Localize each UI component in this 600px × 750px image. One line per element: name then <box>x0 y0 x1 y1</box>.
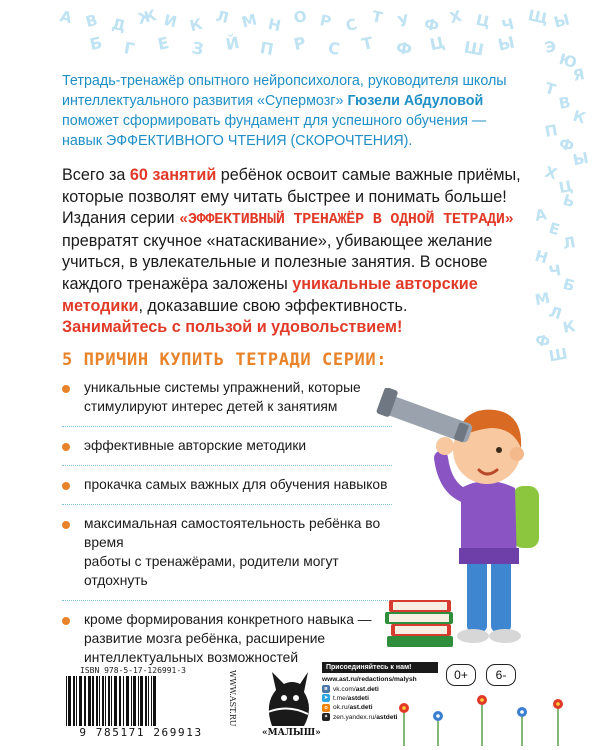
background-letter: Ы <box>551 10 572 32</box>
age-rating-badge-2: 6- <box>486 664 516 686</box>
barcode-bar <box>153 676 156 726</box>
boy-with-telescope-illustration <box>375 388 565 648</box>
background-letter: Т <box>360 33 375 54</box>
vk-icon: в <box>322 685 330 693</box>
background-letter: Э <box>543 37 558 57</box>
background-letter: Ч <box>499 14 517 36</box>
barcode-bar <box>140 676 143 726</box>
lesson-count: 60 занятий <box>129 166 217 184</box>
barcode-bar <box>119 676 121 726</box>
background-letter: Е <box>546 218 562 240</box>
background-letter: Ы <box>571 148 590 170</box>
reason-text: работы с тренажёрами, родители могут отдохнуть <box>84 554 339 588</box>
books-stack-icon <box>385 600 453 647</box>
intro-line-4: навык ЭФФЕКТИВНОГО ЧТЕНИЯ (СКОРОЧТЕНИЯ). <box>62 133 413 149</box>
barcode-bar <box>126 676 129 726</box>
background-letter: Ф <box>422 14 441 36</box>
main-pre-1: Всего за <box>62 166 126 184</box>
background-letter: Ы <box>496 32 517 55</box>
background-letter: П <box>258 37 276 60</box>
background-letter: П <box>543 121 559 141</box>
reason-text: эффективные авторские методики <box>84 438 307 453</box>
background-letter: Ч <box>547 261 563 281</box>
reason-text: стимулируют интерес детей к занятиям <box>84 399 338 414</box>
background-letter: Б <box>88 32 104 55</box>
background-letter: Ц <box>474 10 492 32</box>
barcode-bar <box>123 676 124 726</box>
background-letter: Ц <box>557 176 575 198</box>
social-link-zen[interactable]: ✦ zen.yandex.ru/ astdeti <box>323 713 398 721</box>
barcode-bar <box>66 676 67 726</box>
bullet-dot-icon <box>62 385 70 393</box>
barcode-bar <box>108 676 110 726</box>
barcode-bar <box>102 676 104 726</box>
website-vertical: WWW.AST.RU <box>228 670 237 727</box>
publisher-url[interactable]: www.ast.ru/redactions/malysh <box>322 676 417 683</box>
reason-text: кроме формирования конкретного навыка — <box>84 612 372 627</box>
social-header: Присоединяйтесь к нам! <box>322 662 438 673</box>
barcode-bar <box>111 676 112 726</box>
barcode-bar <box>73 676 75 726</box>
background-letter: Ю <box>556 49 579 73</box>
reasons-title: 5 ПРИЧИН КУПИТЬ ТЕТРАДИ СЕРИИ: <box>62 350 388 370</box>
barcode-bar <box>105 676 106 726</box>
main-line-4: превратят скучное «натаскивание», убивающее желание <box>62 231 493 250</box>
barcode-bar <box>88 676 91 726</box>
background-letter: Ш <box>547 344 569 366</box>
background-letter: Т <box>542 78 558 100</box>
social-link-ok[interactable]: о ok.ru/ ast.deti <box>322 704 438 712</box>
background-letter: К <box>187 14 205 36</box>
telescope-icon <box>376 388 474 444</box>
reason-text: уникальные системы упражнений, которые <box>84 380 361 395</box>
bullet-dot-icon <box>62 482 70 490</box>
intro-author: Гюзели Абдуловой <box>347 93 484 109</box>
flowers-decoration-icon <box>390 688 580 748</box>
background-letter: Г <box>122 38 136 59</box>
background-letter: Ж <box>135 6 159 28</box>
unique-methods-1: уникальные авторские <box>292 274 478 293</box>
background-letter: З <box>190 38 206 59</box>
main-paragraph <box>62 162 560 339</box>
bullet-dot-icon <box>62 521 70 529</box>
background-letter: М <box>239 10 259 32</box>
main-line-5: учиться, в увлекательные и полезные занятия. В основе <box>62 253 488 272</box>
background-letter: Й <box>224 32 242 55</box>
barcode-bar <box>96 676 98 726</box>
background-letter: Л <box>561 233 577 253</box>
background-letter: Д <box>110 14 128 36</box>
intro-line-2: интеллектуального развития «Супермозг» <box>62 93 344 109</box>
background-letter: Р <box>292 32 308 55</box>
unique-methods-2: методики <box>62 296 139 315</box>
intro-paragraph <box>62 71 562 151</box>
background-letter: Б <box>560 274 577 296</box>
closing-line: Занимайтесь с пользой и удовольствием! <box>62 318 403 337</box>
main-post-1: ребёнок освоит самые важные приёмы, <box>220 166 521 184</box>
reason-item <box>62 475 392 505</box>
background-letter: Н <box>532 246 550 268</box>
background-letter: Т <box>370 7 385 27</box>
reason-item <box>62 514 392 601</box>
background-letter: Л <box>214 6 231 28</box>
background-letter: О <box>291 6 309 28</box>
reason-item <box>62 436 392 466</box>
background-letter: В <box>83 10 100 32</box>
background-letter: К <box>570 106 588 128</box>
barcode-bar <box>76 676 77 726</box>
reason-text: развитие мозга ребёнка, расширение <box>84 631 326 646</box>
barcode-bar <box>68 676 71 726</box>
bullet-dot-icon <box>62 443 70 451</box>
reasons-list <box>62 378 392 686</box>
barcode-bar <box>99 676 100 726</box>
background-letter: Щ <box>526 6 550 28</box>
background-letter: Ф <box>556 134 577 156</box>
background-letter: С <box>326 38 342 59</box>
social-link-telegram[interactable]: ➤ t.me/ astdeti <box>323 694 369 702</box>
age-rating-badge: 0+ <box>446 664 476 686</box>
isbn-label: ISBN 978-5-17-126991-3 <box>80 666 186 675</box>
reason-text: максимальная самостоятельность ребёнка во время <box>84 516 381 550</box>
background-letter: У <box>395 10 412 32</box>
background-letter: А <box>533 205 548 225</box>
main-line-2: которые позволят ему читать быстрее и понимать больше! <box>62 187 507 206</box>
barcode-digits: 9 785171 269913 <box>79 726 203 739</box>
background-letter: Ф <box>532 330 553 352</box>
background-letter: И <box>162 10 179 32</box>
series-name: «ЭФФЕКТИВНЫЙ ТРЕНАЖЁР В ОДНОЙ ТЕТРАДИ» <box>179 211 514 229</box>
social-link-vk[interactable]: в vk.com/ ast.deti <box>322 685 438 693</box>
barcode-bar <box>138 676 139 726</box>
background-letter: С <box>343 14 359 36</box>
background-letter: Н <box>266 14 283 36</box>
barcode-bar <box>84 676 86 726</box>
reason-text: интеллектуальных возможностей <box>84 650 299 665</box>
barcode-bar <box>114 676 117 726</box>
brand-label: «МАЛЫШ» <box>262 728 321 738</box>
background-letter: Л <box>546 302 564 324</box>
barcode-bar <box>131 676 132 726</box>
odnoklassniki-icon: о <box>322 704 330 712</box>
main-pre-3: Издания серии <box>62 209 175 228</box>
reason-item <box>62 378 392 427</box>
background-letter: Ц <box>428 32 447 55</box>
background-letter: Ш <box>462 37 486 60</box>
intro-line-1: Тетрадь-тренажёр опытного нейропсихолога, руководителя школы <box>62 73 507 89</box>
background-letter: Е <box>156 33 171 54</box>
background-letter: Х <box>447 6 464 28</box>
bullet-dot-icon <box>62 617 70 625</box>
background-letter: Х <box>542 162 559 184</box>
background-letter: В <box>557 93 572 113</box>
barcode-icon <box>62 676 220 726</box>
telegram-icon: ➤ <box>323 695 329 702</box>
main-post-7: , доказавшие свою эффективность. <box>138 296 408 315</box>
main-pre-6: каждого тренажёра заложены <box>62 274 288 293</box>
barcode-bar <box>92 676 94 726</box>
barcode-bar <box>151 676 152 726</box>
background-letter: А <box>58 7 74 28</box>
barcode-bar <box>148 676 149 726</box>
reason-text: прокачка самых важных для обучения навыков <box>84 477 388 492</box>
zen-icon: ✦ <box>323 714 329 721</box>
background-letter: Р <box>318 11 333 31</box>
background-letter: Я <box>571 65 586 85</box>
barcode-bar <box>145 676 147 726</box>
background-letter: К <box>561 317 577 337</box>
background-letter: Ф <box>394 37 414 60</box>
intro-line-3: поможет сформировать фундамент для успешного обучения — <box>62 113 487 129</box>
background-letter: Ь <box>560 190 577 212</box>
barcode-bar <box>133 676 136 726</box>
background-letter: М <box>533 288 552 310</box>
barcode-bar <box>79 676 82 726</box>
